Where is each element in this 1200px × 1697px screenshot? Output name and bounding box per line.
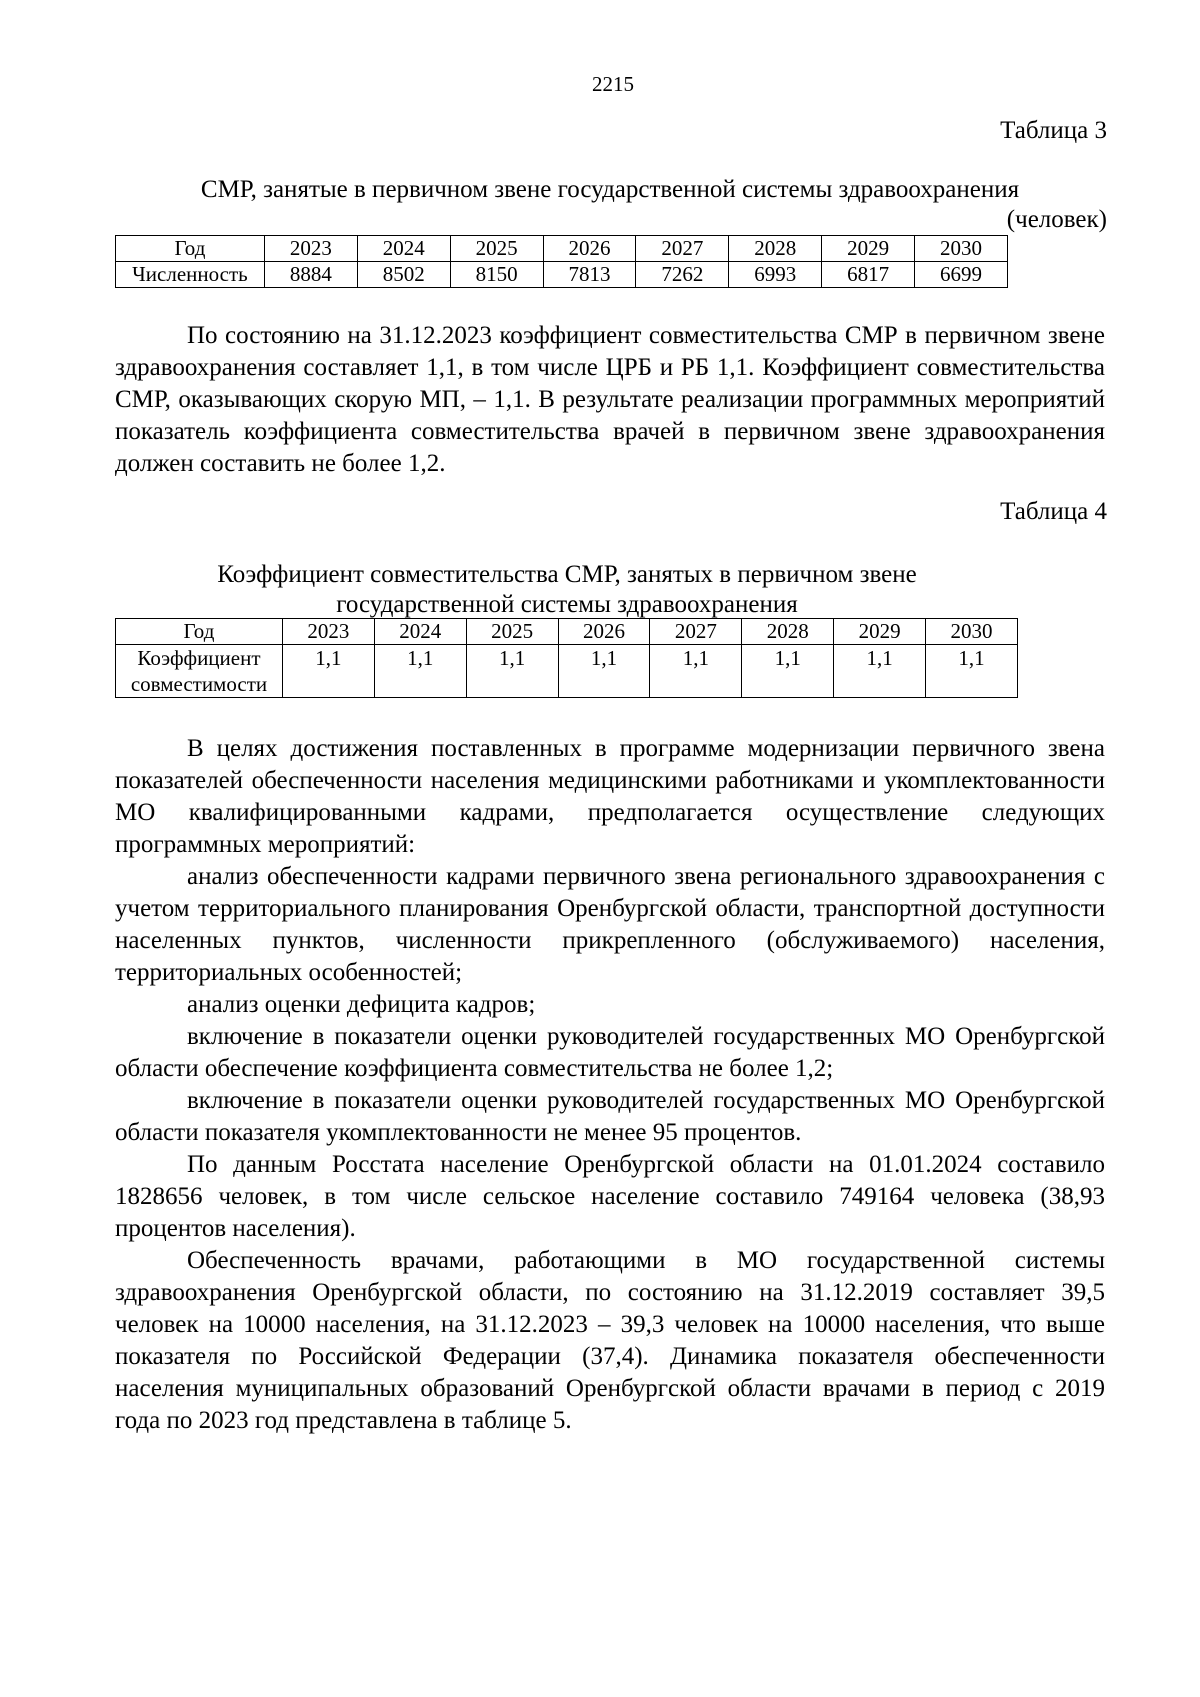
table3-header-cell: Год (116, 236, 265, 262)
table3-row-label: Численность (116, 262, 265, 288)
table3-header-cell: 2024 (357, 236, 450, 262)
table4-cell: 1,1 (374, 645, 466, 698)
table3-cell: 6817 (822, 262, 915, 288)
table3-header-cell: 2029 (822, 236, 915, 262)
table4-header-cell: 2023 (282, 619, 374, 645)
table3-header-cell: 2023 (264, 236, 357, 262)
table3 (115, 235, 1008, 288)
table3-cell: 8502 (357, 262, 450, 288)
body-list-item: включение в показатели оценки руководителей государственных МО Оренбургской области обеспечение коэффициента совместительства не более 1,2; (115, 1023, 1105, 1082)
table4-data-row (116, 645, 1018, 698)
table4-header-cell: 2029 (834, 619, 926, 645)
table3-cell: 6699 (915, 262, 1008, 288)
table4 (115, 618, 1018, 698)
body-text (115, 733, 1105, 1437)
table4-header-cell: 2025 (466, 619, 558, 645)
table4-cell: 1,1 (558, 645, 650, 698)
table3-header-row (116, 236, 1008, 262)
table3-cell: 7813 (543, 262, 636, 288)
table3-header-cell: 2027 (636, 236, 729, 262)
table3-header-cell: 2030 (915, 236, 1008, 262)
table4-cell: 1,1 (282, 645, 374, 698)
table3-units: (человек) (1006, 206, 1107, 233)
table3-data-row (116, 262, 1008, 288)
table3-label: Таблица 3 (1000, 117, 1107, 144)
table4-cell: 1,1 (926, 645, 1018, 698)
table3-cell: 8884 (264, 262, 357, 288)
page-number: 2215 (592, 72, 634, 96)
table4-caption-line1: Коэффициент совместительства СМР, занятых в первичном звене (217, 561, 917, 588)
table4-cell: 1,1 (650, 645, 742, 698)
table3-header-cell: 2026 (543, 236, 636, 262)
body-paragraph: По данным Росстата население Оренбургской области на 01.01.2024 составило 1828656 человек, в том числе сельское население составило 749164 человека (38,93 процентов населения). (115, 1151, 1105, 1242)
paragraph-coefficient (115, 320, 1105, 480)
body-list-item: анализ оценки дефицита кадров; (187, 991, 536, 1018)
paragraph-text: По состоянию на 31.12.2023 коэффициент совместительства СМР в первичном звене здравоохранения составляет 1,1, в том числе ЦРБ и РБ 1,1. Коэффициент совместительства СМР, оказывающих скорую МП, – 1,1. В результате реализации программных мероприятий показатель коэффициента совместительства врачей в первичном звене здравоохранения должен составить не более 1,2. (115, 322, 1105, 477)
table4-cell: 1,1 (834, 645, 926, 698)
table4-cell: 1,1 (466, 645, 558, 698)
body-list-item: включение в показатели оценки руководителей государственных МО Оренбургской области показателя укомплектованности не менее 95 процентов. (115, 1087, 1105, 1146)
table3-header-cell: 2025 (450, 236, 543, 262)
table4-row-label (116, 645, 283, 698)
table4-header-cell: Год (116, 619, 283, 645)
table4-label: Таблица 4 (1000, 498, 1107, 525)
table4-cell: 1,1 (742, 645, 834, 698)
body-paragraph: В целях достижения поставленных в программе модернизации первичного звена показателей обеспеченности населения медицинскими работниками и укомплектованности МО квалифицированными кадрами, предполагается осуществление следующих программных мероприятий: (115, 735, 1105, 858)
table4-header-row (116, 619, 1018, 645)
table4-row-label-line1: Коэффициент (137, 646, 261, 670)
table3-header-cell: 2028 (729, 236, 822, 262)
table4-header-cell: 2030 (926, 619, 1018, 645)
table3-cell: 8150 (450, 262, 543, 288)
table4-caption-line2: государственной системы здравоохранения (336, 591, 798, 618)
body-paragraph: Обеспеченность врачами, работающими в МО государственной системы здравоохранения Оренбургской области, по состоянию на 31.12.2019 составляет 39,5 человек на 10000 населения, на 31.12.2023 – 39,3 человек на 10000 населения, что выше показателя по Российской Федерации (37,4). Динамика показателя обеспеченности населения муниципальных образований Оренбургской области врачами в период с 2019 года по 2023 год представлена в таблице 5. (115, 1247, 1105, 1434)
table3-cell: 7262 (636, 262, 729, 288)
table3-cell: 6993 (729, 262, 822, 288)
body-list-item: анализ обеспеченности кадрами первичного звена регионального здравоохранения с учетом территориального планирования Оренбургской области, транспортной доступности населенных пунктов, численности прикрепленного (обслуживаемого) населения, территориальных особенностей; (115, 863, 1105, 986)
table4-header-cell: 2027 (650, 619, 742, 645)
table4-header-cell: 2024 (374, 619, 466, 645)
table4-header-cell: 2028 (742, 619, 834, 645)
table4-row-label-line2: совместимости (130, 672, 268, 696)
table3-caption: СМР, занятые в первичном звене государственной системы здравоохранения (200, 176, 1020, 203)
table4-header-cell: 2026 (558, 619, 650, 645)
